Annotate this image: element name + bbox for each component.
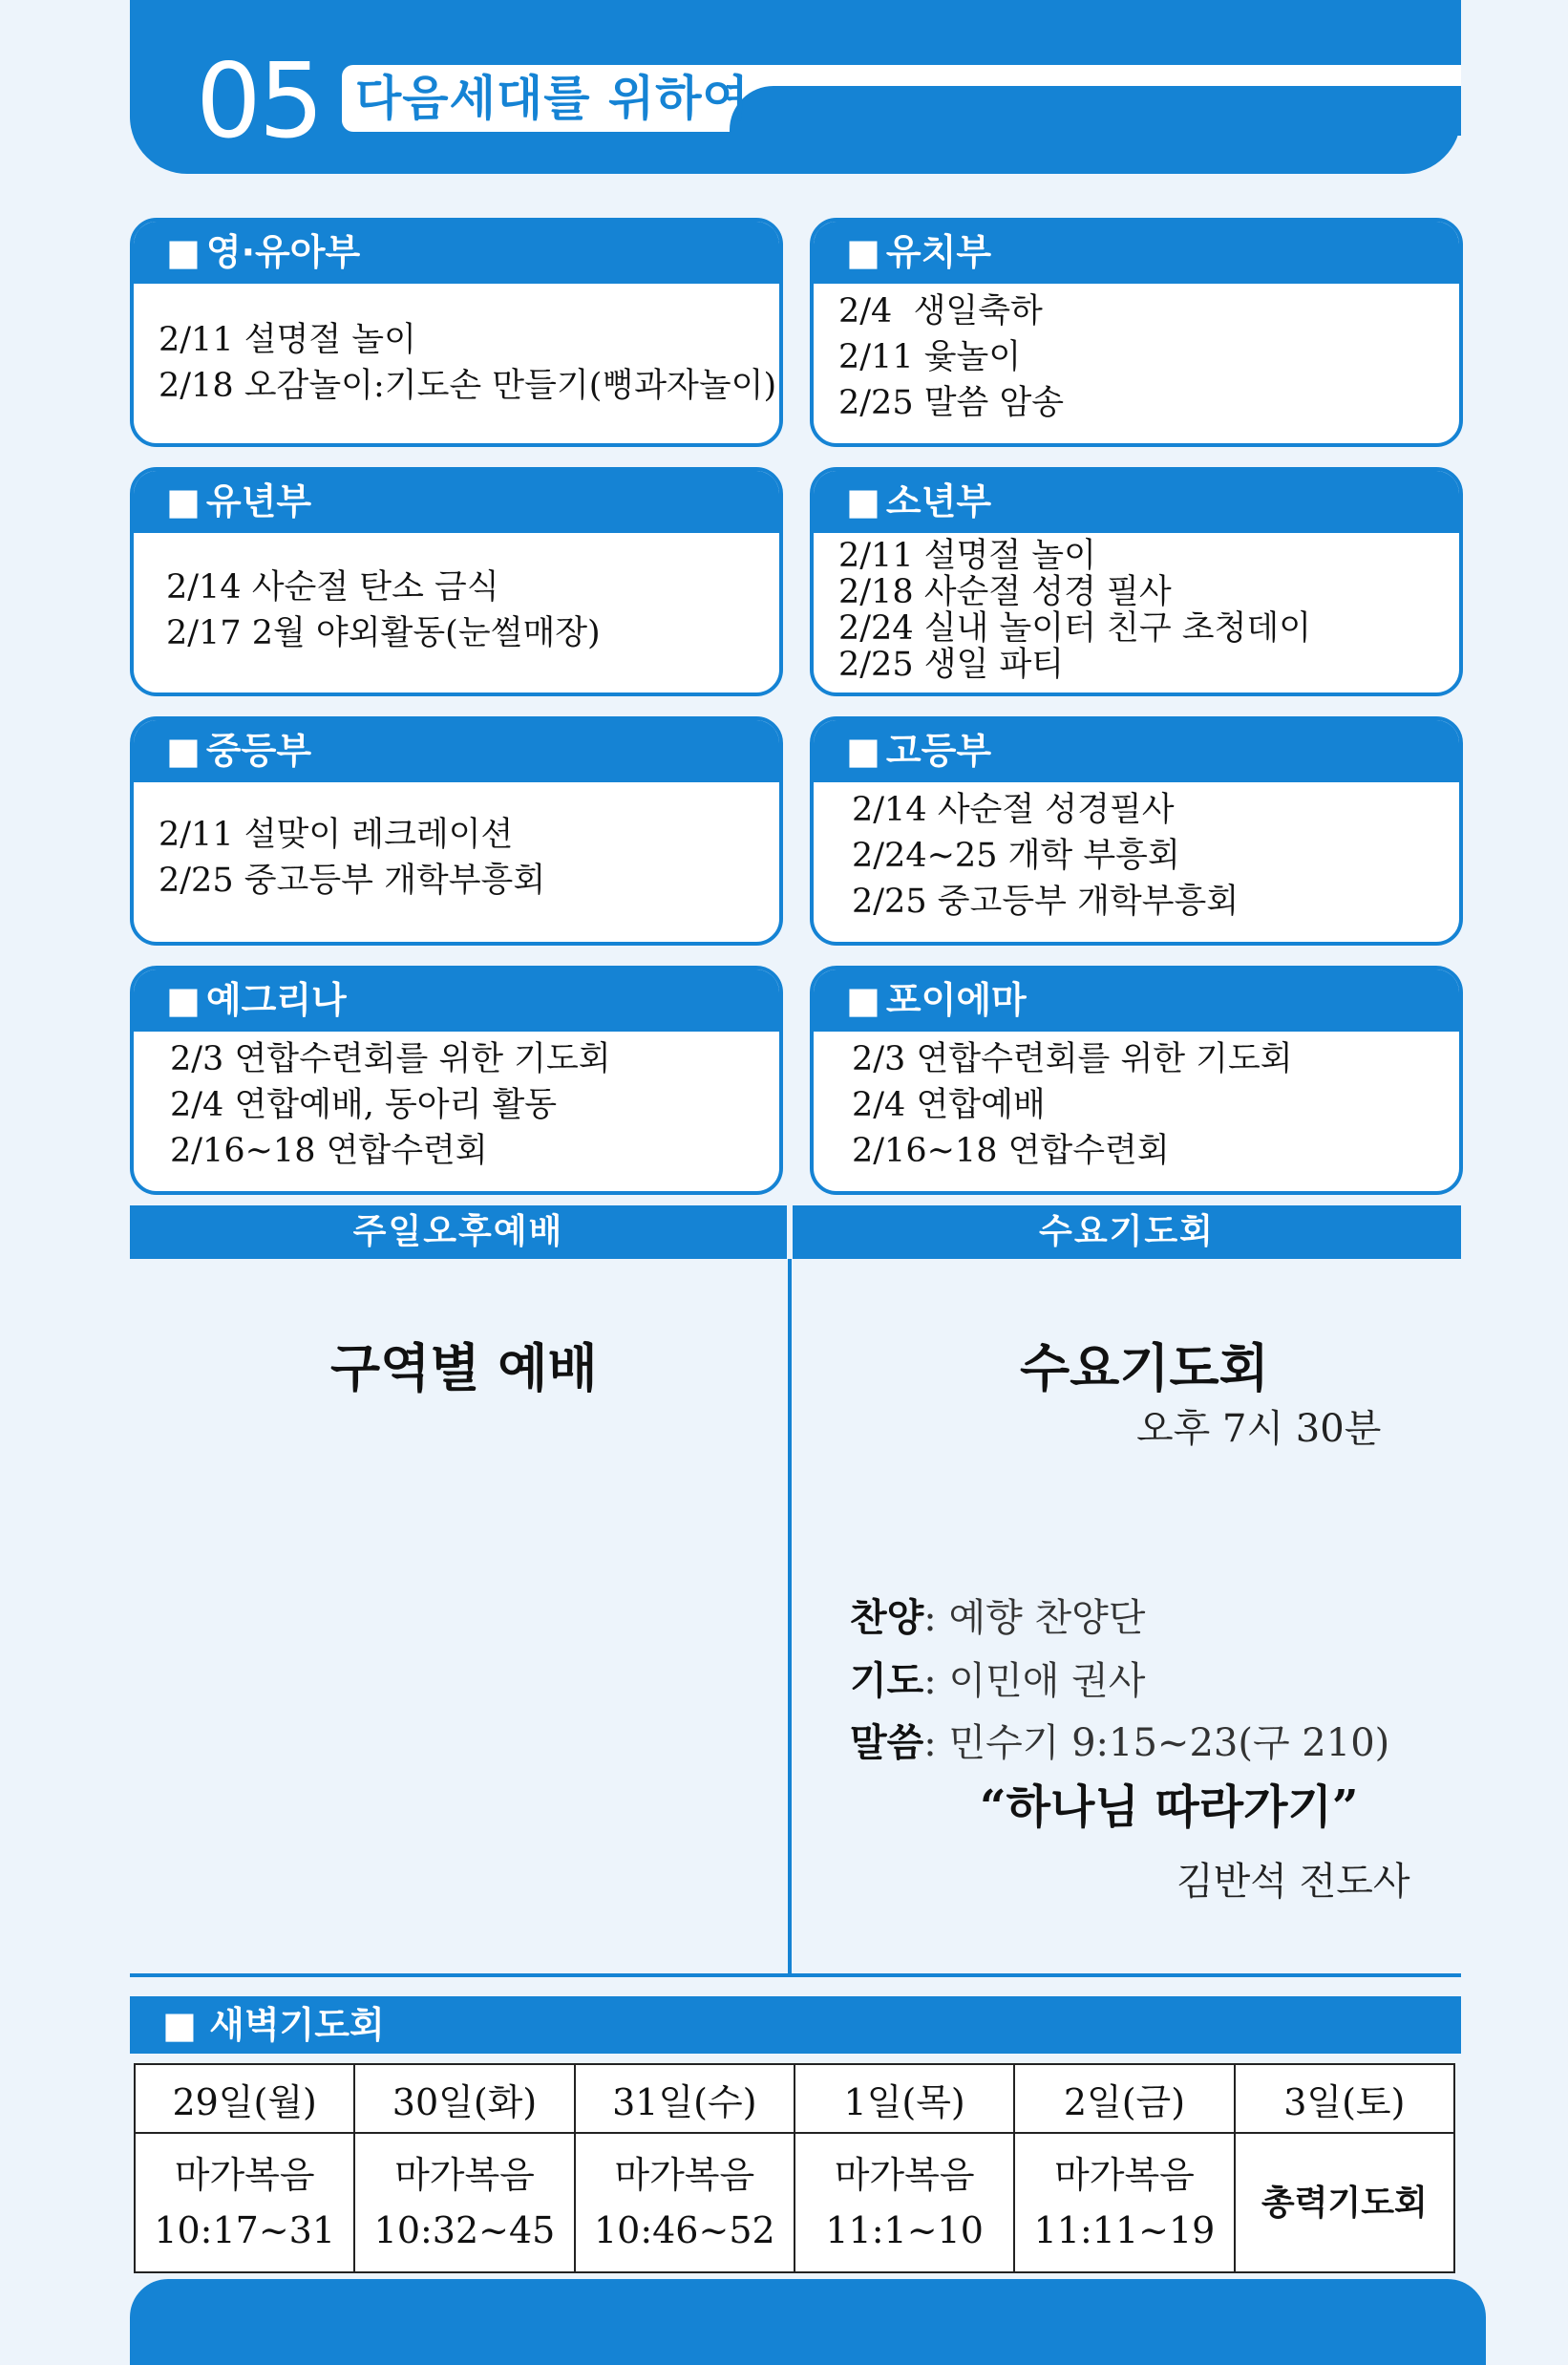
reading-verses: 10:32~45 bbox=[373, 2209, 556, 2251]
square-bullet-icon: ■ bbox=[166, 231, 201, 273]
table-row bbox=[135, 2133, 1454, 2272]
square-bullet-icon: ■ bbox=[846, 730, 880, 772]
footer-banner bbox=[130, 2279, 1486, 2365]
square-bullet-icon: ■ bbox=[166, 730, 201, 772]
saturday-cell bbox=[1235, 2133, 1454, 2272]
reading-cell bbox=[354, 2133, 574, 2272]
department-name: 유치부 bbox=[885, 231, 992, 273]
department-header bbox=[134, 222, 779, 284]
schedule-line: 2/4 생일축하 bbox=[838, 292, 1043, 330]
prayer-row bbox=[850, 1656, 1145, 1706]
day-header: 31일(수) bbox=[575, 2064, 795, 2133]
schedule-line: 2/16~18 연합수련회 bbox=[170, 1132, 488, 1170]
schedule-line: 2/18 사순절 성경 필사 bbox=[838, 573, 1172, 611]
department-name: 예그리나 bbox=[205, 979, 347, 1021]
department-header bbox=[134, 969, 779, 1032]
schedule-line: 2/11 설맞이 레크레이션 bbox=[159, 816, 514, 854]
department-name: 영·유아부 bbox=[205, 231, 361, 273]
reading-book: 마가복음 bbox=[174, 2154, 315, 2196]
department-schedule bbox=[166, 565, 770, 656]
square-bullet-icon: ■ bbox=[846, 979, 880, 1021]
preacher-name: 김반석 전도사 bbox=[1176, 1860, 1410, 1904]
schedule-line: 2/17 2월 야외활동(눈썰매장) bbox=[166, 614, 601, 652]
section-title: 다음세대를 위하여 bbox=[355, 71, 750, 126]
square-bullet-icon: ■ bbox=[166, 979, 201, 1021]
department-header bbox=[134, 720, 779, 782]
department-schedule bbox=[838, 288, 1450, 426]
reading-book: 마가복음 bbox=[834, 2154, 975, 2196]
day-header: 2일(금) bbox=[1014, 2064, 1234, 2133]
sunday-service-title: 구역별 예배 bbox=[330, 1337, 598, 1398]
prayer-value: : 이민애 권사 bbox=[923, 1659, 1146, 1703]
department-schedule bbox=[159, 812, 770, 904]
department-card-kindergarten bbox=[810, 218, 1463, 447]
schedule-line: 2/24~25 개학 부흥회 bbox=[852, 837, 1180, 875]
reading-cell bbox=[795, 2133, 1014, 2272]
department-header bbox=[814, 969, 1459, 1032]
department-name: 소년부 bbox=[885, 480, 992, 522]
scripture-label: 말씀 bbox=[850, 1721, 924, 1765]
schedule-line: 2/4 연합예배, 동아리 활동 bbox=[170, 1086, 558, 1124]
schedule-line: 2/11 설명절 놀이 bbox=[838, 537, 1096, 575]
department-schedule bbox=[170, 1036, 770, 1174]
department-name: 중등부 bbox=[205, 730, 312, 772]
sunday-afternoon-header: 주일오후예배 bbox=[130, 1205, 787, 1259]
department-name: 고등부 bbox=[885, 730, 992, 772]
department-card-infant bbox=[130, 218, 783, 447]
department-card-middle-school bbox=[130, 716, 783, 946]
section-number: 05 bbox=[196, 42, 322, 161]
department-card-yegrina bbox=[130, 966, 783, 1195]
wednesday-header: 수요기도회 bbox=[793, 1205, 1461, 1259]
praise-label: 찬양 bbox=[850, 1596, 924, 1640]
schedule-line: 2/24 실내 놀이터 친구 초청데이 bbox=[838, 609, 1312, 648]
reading-verses: 11:1~10 bbox=[825, 2209, 984, 2251]
dawn-prayer-table bbox=[134, 2063, 1455, 2273]
reading-book: 마가복음 bbox=[394, 2154, 535, 2196]
schedule-line: 2/14 사순절 성경필사 bbox=[852, 791, 1175, 829]
sermon-title: “하나님 따라가기” bbox=[980, 1780, 1359, 1834]
section-divider-horizontal bbox=[130, 1973, 1461, 1977]
day-header: 1일(목) bbox=[795, 2064, 1014, 2133]
reading-verses: 11:11~19 bbox=[1033, 2209, 1216, 2251]
reading-cell bbox=[1014, 2133, 1234, 2272]
department-header bbox=[814, 720, 1459, 782]
section-divider-vertical bbox=[788, 1259, 792, 1975]
reading-book: 마가복음 bbox=[1054, 2154, 1195, 2196]
header-title-accent bbox=[730, 86, 1461, 136]
department-schedule bbox=[852, 787, 1450, 925]
praise-value: : 예향 찬양단 bbox=[923, 1596, 1146, 1640]
wednesday-service-title: 수요기도회 bbox=[1020, 1337, 1269, 1398]
department-card-poiema bbox=[810, 966, 1463, 1195]
reading-verses: 10:17~31 bbox=[154, 2209, 336, 2251]
saturday-prayer: 총력기도회 bbox=[1261, 2183, 1428, 2223]
department-header bbox=[814, 471, 1459, 533]
scripture-value: : 민수기 9:15~23(구 210) bbox=[923, 1721, 1390, 1765]
department-name: 유년부 bbox=[205, 480, 312, 522]
reading-cell bbox=[575, 2133, 795, 2272]
praise-row bbox=[850, 1593, 1145, 1643]
table-header-row bbox=[135, 2064, 1454, 2133]
schedule-line: 2/25 중고등부 개학부흥회 bbox=[159, 862, 546, 900]
day-header: 29일(월) bbox=[135, 2064, 354, 2133]
department-schedule bbox=[838, 538, 1450, 683]
square-bullet-icon: ■ bbox=[166, 480, 201, 522]
schedule-line: 2/11 윷놀이 bbox=[838, 338, 1022, 376]
schedule-line: 2/4 연합예배 bbox=[852, 1086, 1046, 1124]
department-card-older-children bbox=[810, 467, 1463, 696]
department-header bbox=[134, 471, 779, 533]
schedule-line: 2/16~18 연합수련회 bbox=[852, 1132, 1170, 1170]
department-header bbox=[814, 222, 1459, 284]
schedule-line: 2/3 연합수련회를 위한 기도회 bbox=[852, 1040, 1293, 1078]
schedule-line: 2/25 말씀 암송 bbox=[838, 384, 1065, 422]
square-bullet-icon: ■ bbox=[846, 480, 880, 522]
square-bullet-icon: ■ bbox=[162, 2004, 197, 2046]
dawn-prayer-header bbox=[130, 1996, 1461, 2054]
scripture-row bbox=[850, 1718, 1389, 1768]
schedule-line: 2/11 설명절 놀이 bbox=[159, 321, 416, 359]
prayer-label: 기도 bbox=[850, 1659, 924, 1703]
department-schedule bbox=[159, 317, 777, 409]
day-header: 30일(화) bbox=[354, 2064, 574, 2133]
reading-book: 마가복음 bbox=[614, 2154, 755, 2196]
schedule-line: 2/3 연합수련회를 위한 기도회 bbox=[170, 1040, 611, 1078]
department-name: 포이에마 bbox=[885, 979, 1027, 1021]
reading-cell bbox=[135, 2133, 354, 2272]
square-bullet-icon: ■ bbox=[846, 231, 880, 273]
department-schedule bbox=[852, 1036, 1450, 1174]
schedule-line: 2/14 사순절 탄소 금식 bbox=[166, 568, 499, 607]
wednesday-service-time: 오후 7시 30분 bbox=[1136, 1407, 1382, 1451]
schedule-line: 2/18 오감놀이:기도손 만들기(뻥과자놀이) bbox=[159, 367, 777, 405]
schedule-line: 2/25 생일 파티 bbox=[838, 646, 1065, 684]
department-card-high-school bbox=[810, 716, 1463, 946]
department-card-younger-children bbox=[130, 467, 783, 696]
dawn-prayer-title: 새벽기도회 bbox=[209, 2004, 385, 2046]
day-header: 3일(토) bbox=[1235, 2064, 1454, 2133]
reading-verses: 10:46~52 bbox=[593, 2209, 775, 2251]
schedule-line: 2/25 중고등부 개학부흥회 bbox=[852, 883, 1240, 921]
